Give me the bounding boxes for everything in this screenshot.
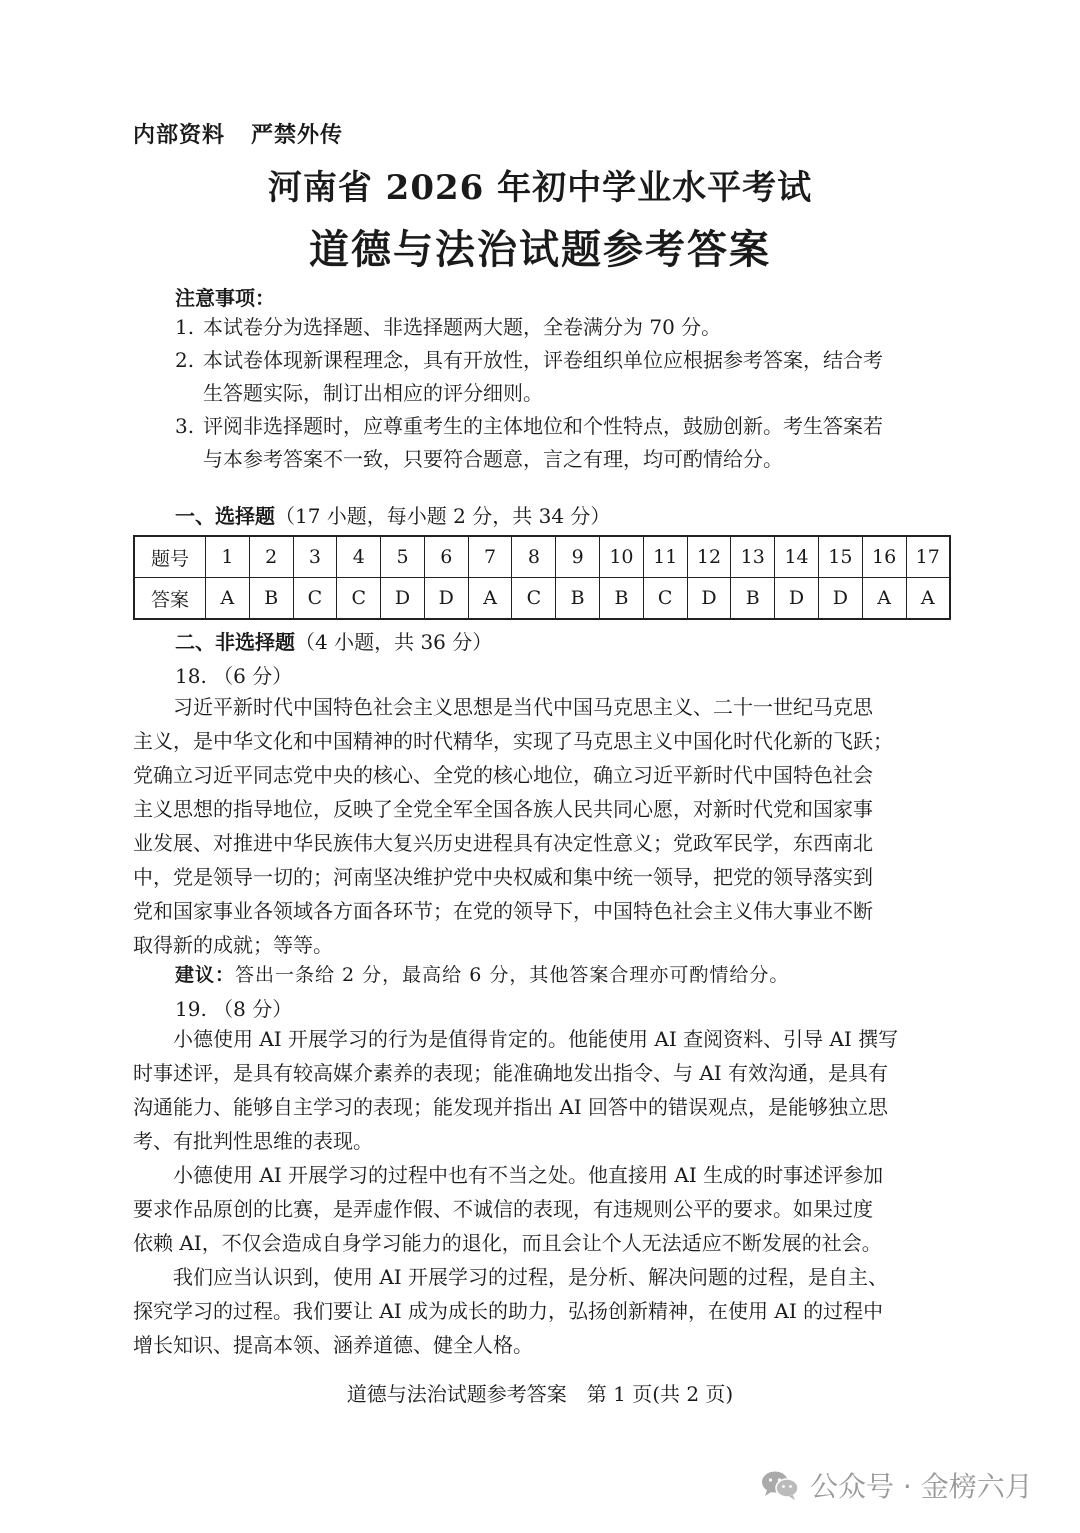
q19-line: 我们应当认识到，使用 AI 开展学习的过程，是分析、解决问题的过程，是自主、: [173, 1265, 889, 1289]
question-number-cell: 10: [600, 536, 644, 578]
q18-line: 取得新的成就；等等。: [133, 933, 333, 957]
table-row-numbers: [134, 536, 950, 578]
wechat-icon: [760, 1469, 800, 1501]
document-title: 道德与法治试题参考答案: [309, 226, 771, 273]
q19-line: 依赖 AI，不仅会造成自身学习能力的退化，而且会让个人无法适应不断发展的社会。: [133, 1231, 882, 1255]
q19-line: 增长知识、提高本领、涵养道德、健全人格。: [133, 1333, 533, 1357]
q19-line: 小德使用 AI 开展学习的过程中也有不当之处。他直接用 AI 生成的时事述评参加: [173, 1163, 884, 1187]
question-number-cell: 12: [687, 536, 731, 578]
q19-line: 考、有批判性思维的表现。: [133, 1129, 373, 1153]
question-number-cell: 6: [424, 536, 468, 578]
q18-label: 18. （6 分）: [175, 664, 293, 688]
answer-cell: C: [293, 578, 337, 620]
q19-line: 小德使用 AI 开展学习的行为是值得肯定的。他能使用 AI 查阅资料、引导 AI 撰写: [173, 1027, 899, 1051]
conf-left: 内部资料: [133, 122, 226, 148]
answer-cell: D: [687, 578, 731, 620]
answer-cell: C: [512, 578, 556, 620]
q19-line: 要求作品原创的比赛，是弄虚作假、不诚信的表现，有违规则公平的要求。如果过度: [133, 1197, 873, 1221]
question-number-cell: 2: [249, 536, 293, 578]
note-num: 1.: [175, 315, 195, 339]
answer-cell: B: [556, 578, 600, 620]
q19-line: 沟通能力、能够自主学习的表现；能发现并指出 AI 回答中的错误观点，是能够独立思: [133, 1095, 889, 1119]
q19-answer: [133, 1022, 953, 1362]
answer-cell: A: [906, 578, 950, 620]
q18-line: 党确立习近平同志党中央的核心、全党的核心地位，确立习近平新时代中国特色社会: [133, 763, 873, 787]
q18-line: 业发展、对推进中华民族伟大复兴历史进程具有决定性意义；党政军民学，东西南北: [133, 831, 873, 855]
answer-cell: D: [775, 578, 819, 620]
row-label-number: 题号: [134, 536, 206, 578]
note-num: 3.: [175, 414, 195, 438]
note-text: 本试卷分为选择题、非选择题两大题，全卷满分为 70 分。: [203, 315, 722, 339]
q18-line: 党和国家事业各领域各方面各环节；在党的领导下，中国特色社会主义伟大事业不断: [133, 899, 873, 923]
q18-line: 中，党是领导一切的；河南坚决维护党中央权威和集中统一领导，把党的领导落实到: [133, 865, 873, 889]
question-number-cell: 1: [206, 536, 250, 578]
note-text: 评阅非选择题时，应尊重考生的主体地位和个性特点，鼓励创新。考生答案若: [203, 414, 883, 438]
question-number-cell: 8: [512, 536, 556, 578]
answer-cell: B: [731, 578, 775, 620]
note-item-1: [175, 311, 965, 344]
answer-cell: A: [468, 578, 512, 620]
note-item-3: [175, 410, 965, 476]
advice-label: 建议：: [175, 964, 236, 986]
q19-label: 19. （8 分）: [175, 997, 293, 1021]
answer-cell: D: [381, 578, 425, 620]
exam-title: 河南省 2026 年初中学业水平考试: [267, 168, 813, 208]
answer-cell: D: [818, 578, 862, 620]
notes-heading: 注意事项：: [175, 286, 275, 310]
question-number-cell: 17: [906, 536, 950, 578]
note-num: 2.: [175, 348, 195, 372]
q18-line: 主义思想的指导地位，反映了全党全军全国各族人民共同心愿，对新时代党和国家事: [133, 797, 873, 821]
watermark: [760, 1465, 1033, 1505]
question-number-cell: 4: [337, 536, 381, 578]
page-footer: 道德与法治试题参考答案 第 1 页(共 2 页): [346, 1382, 734, 1406]
section1-title: 一、选择题: [175, 504, 275, 528]
section2-info: （4 小题，共 36 分）: [295, 630, 493, 654]
section1-info: （17 小题，每小题 2 分，共 34 分）: [275, 504, 611, 528]
question-number-cell: 9: [556, 536, 600, 578]
answer-table: [133, 535, 951, 620]
answer-cell: C: [337, 578, 381, 620]
q19-line: 时事述评，是具有较高媒介素养的表现；能准确地发出指令、与 AI 有效沟通，是具有: [133, 1061, 889, 1085]
answer-cell: B: [249, 578, 293, 620]
question-number-cell: 11: [643, 536, 687, 578]
q18-line: 主义，是中华文化和中国精神的时代精华，实现了马克思主义中国化时代化新的飞跃；: [133, 729, 893, 753]
note-item-2: [175, 344, 965, 410]
question-number-cell: 14: [775, 536, 819, 578]
q19-line: 探究学习的过程。我们要让 AI 成为成长的助力，弘扬创新精神，在使用 AI 的过程中: [133, 1299, 884, 1323]
row-label-answer: 答案: [134, 578, 206, 620]
note-text: 本试卷体现新课程理念，具有开放性，评卷组织单位应根据参考答案，结合考: [203, 348, 883, 372]
advice-text: 答出一条给 2 分，最高给 6 分，其他答案合理亦可酌情给分。: [235, 964, 790, 986]
section2-title: 二、非选择题: [175, 630, 295, 654]
answer-cell: C: [643, 578, 687, 620]
question-number-cell: 13: [731, 536, 775, 578]
q18-line: 习近平新时代中国特色社会主义思想是当代中国马克思主义、二十一世纪马克思: [173, 695, 873, 719]
question-number-cell: 15: [818, 536, 862, 578]
answer-cell: D: [424, 578, 468, 620]
answer-cell: B: [600, 578, 644, 620]
watermark-text: 公众号 · 金榜六月: [810, 1470, 1033, 1503]
section1-heading: [175, 500, 610, 529]
table-row-answers: [134, 578, 950, 620]
answer-cell: A: [862, 578, 906, 620]
answer-cell: A: [206, 578, 250, 620]
note-text-cont: 生答题实际，制订出相应的评分细则。: [203, 381, 543, 405]
note-text-cont: 与本参考答案不一致，只要符合题意，言之有理，均可酌情给分。: [203, 447, 783, 471]
question-number-cell: 7: [468, 536, 512, 578]
confidential-notice: [133, 118, 343, 149]
section2-heading: [175, 626, 492, 655]
conf-right: 严禁外传: [251, 122, 344, 148]
q18-answer: [133, 690, 953, 962]
question-number-cell: 16: [862, 536, 906, 578]
question-number-cell: 3: [293, 536, 337, 578]
q18-advice: [175, 960, 789, 987]
question-number-cell: 5: [381, 536, 425, 578]
